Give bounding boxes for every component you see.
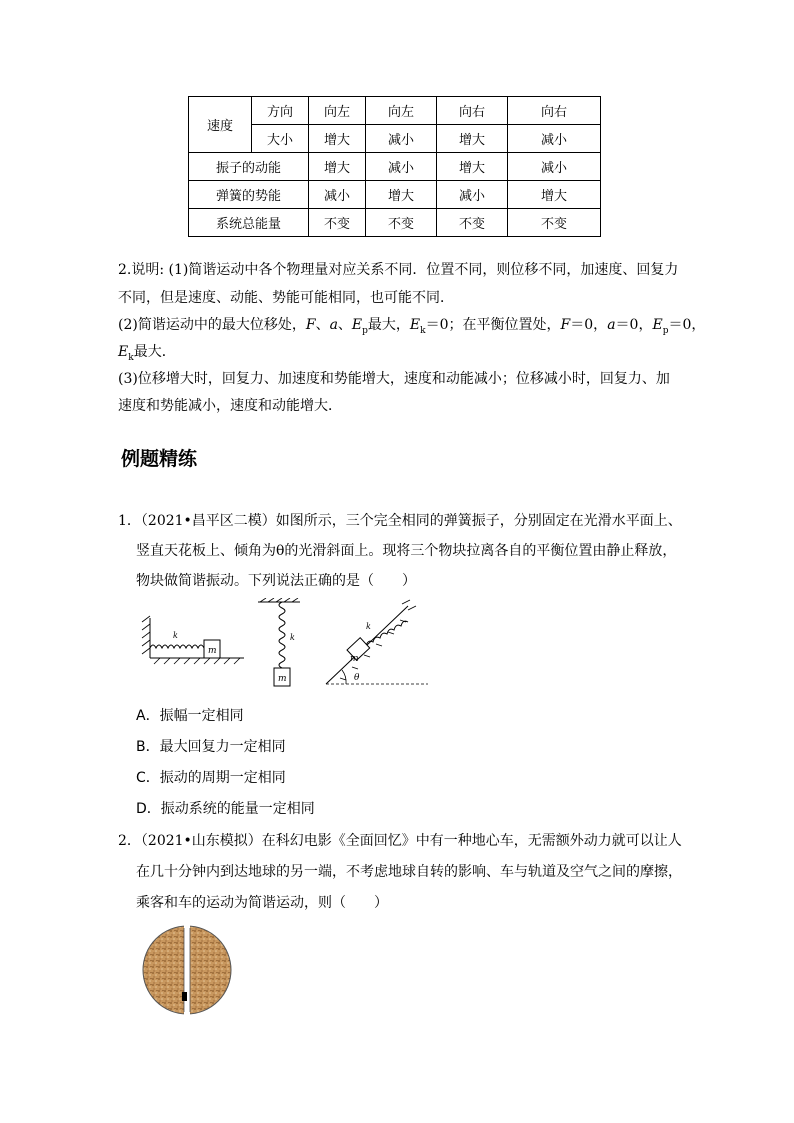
- table-cell: 减小: [508, 153, 601, 181]
- svg-text:θ: θ: [354, 673, 360, 683]
- table-cell: 增大: [437, 125, 508, 153]
- total-energy-label: 系统总能量: [189, 209, 309, 237]
- table-cell: 不变: [437, 209, 508, 237]
- note-line: (3)位移增大时，回复力、加速度和势能增大，速度和动能减小；位移减小时，回复力、加: [118, 371, 670, 387]
- incline-spring-diagram: [326, 600, 428, 684]
- note-line: 速度和势能减小，速度和动能增大．: [118, 398, 342, 414]
- note-line: 2.说明: (1)简谐运动中各个物理量对应关系不同．位置不同，则位移不同，加速度、回复力: [118, 262, 679, 278]
- magnitude-label: 大小: [252, 125, 309, 153]
- option-c[interactable]: C．振动的周期一定相同: [136, 770, 286, 786]
- svg-text:k: k: [173, 631, 178, 640]
- svg-text:m: m: [350, 654, 359, 664]
- svg-text:k: k: [366, 622, 371, 631]
- note-line: 不同，但是速度、动能、势能可能相同，也可能不同．: [118, 290, 454, 306]
- question-1-line: 物块做简谐振动。下列说法正确的是（ ）: [136, 573, 416, 589]
- table-cell: 增大: [437, 153, 508, 181]
- table-cell: 减小: [366, 125, 437, 153]
- option-a[interactable]: A．振幅一定相同: [136, 708, 244, 724]
- option-b[interactable]: B．最大回复力一定相同: [136, 739, 286, 755]
- table-cell: 减小: [508, 125, 601, 153]
- speed-label: 速度: [189, 97, 252, 153]
- section-title: 例题精练: [121, 448, 198, 470]
- table-cell: 减小: [437, 181, 508, 209]
- option-d[interactable]: D．振动系统的能量一定相同: [136, 801, 315, 817]
- direction-label: 方向: [252, 97, 309, 125]
- horizontal-spring-diagram: [142, 616, 244, 664]
- potential-energy-label: 弹簧的势能: [189, 181, 309, 209]
- vehicle-marker: [182, 992, 187, 1001]
- svg-text:m: m: [278, 674, 287, 684]
- table-cell: 增大: [366, 181, 437, 209]
- table-cell: 增大: [309, 153, 366, 181]
- table-cell: 增大: [508, 181, 601, 209]
- vertical-spring-diagram: [258, 598, 300, 686]
- note-line: $E_k$最大．: [118, 344, 176, 363]
- question-2-line: 乘客和车的运动为简谐运动，则（ ）: [136, 895, 388, 911]
- table-cell: 向右: [437, 97, 508, 125]
- spring-oscillators-figure: [140, 598, 440, 690]
- motion-table: [188, 96, 601, 237]
- table-cell: 减小: [309, 181, 366, 209]
- table-cell: 增大: [309, 125, 366, 153]
- table-cell: 向右: [508, 97, 601, 125]
- table-cell: 不变: [508, 209, 601, 237]
- question-2-line: 在几十分钟内到达地球的另一端，不考虑地球自转的影响、车与轨道及空气之间的摩擦，: [136, 864, 682, 880]
- question-2-line: 2．（2021•山东模拟）在科幻电影《全面回忆》中有一种地心车，无需额外动力就可以让人: [118, 833, 682, 849]
- question-1-line: 竖直天花板上、倾角为θ的光滑斜面上。现将三个物块拉离各自的平衡位置由静止释放，: [136, 543, 677, 559]
- note-line: (2)简谐运动中的最大位移处，F、a、$E_p$最大，$E_k=0$；在平衡位置处，F＝0，a＝0，$E_p=0$，: [118, 317, 706, 336]
- table-cell: 不变: [309, 209, 366, 237]
- question-1-line: 1．（2021•昌平区二模）如图所示，三个完全相同的弹簧振子，分别固定在光滑水平面上、: [118, 513, 682, 529]
- svg-text:k: k: [290, 633, 295, 642]
- table-cell: 向左: [309, 97, 366, 125]
- earth-tunnel-figure: [140, 924, 236, 1016]
- table-cell: 向左: [366, 97, 437, 125]
- kinetic-energy-label: 振子的动能: [189, 153, 309, 181]
- svg-text:m: m: [208, 646, 217, 656]
- table-cell: 减小: [366, 153, 437, 181]
- table-cell: 不变: [366, 209, 437, 237]
